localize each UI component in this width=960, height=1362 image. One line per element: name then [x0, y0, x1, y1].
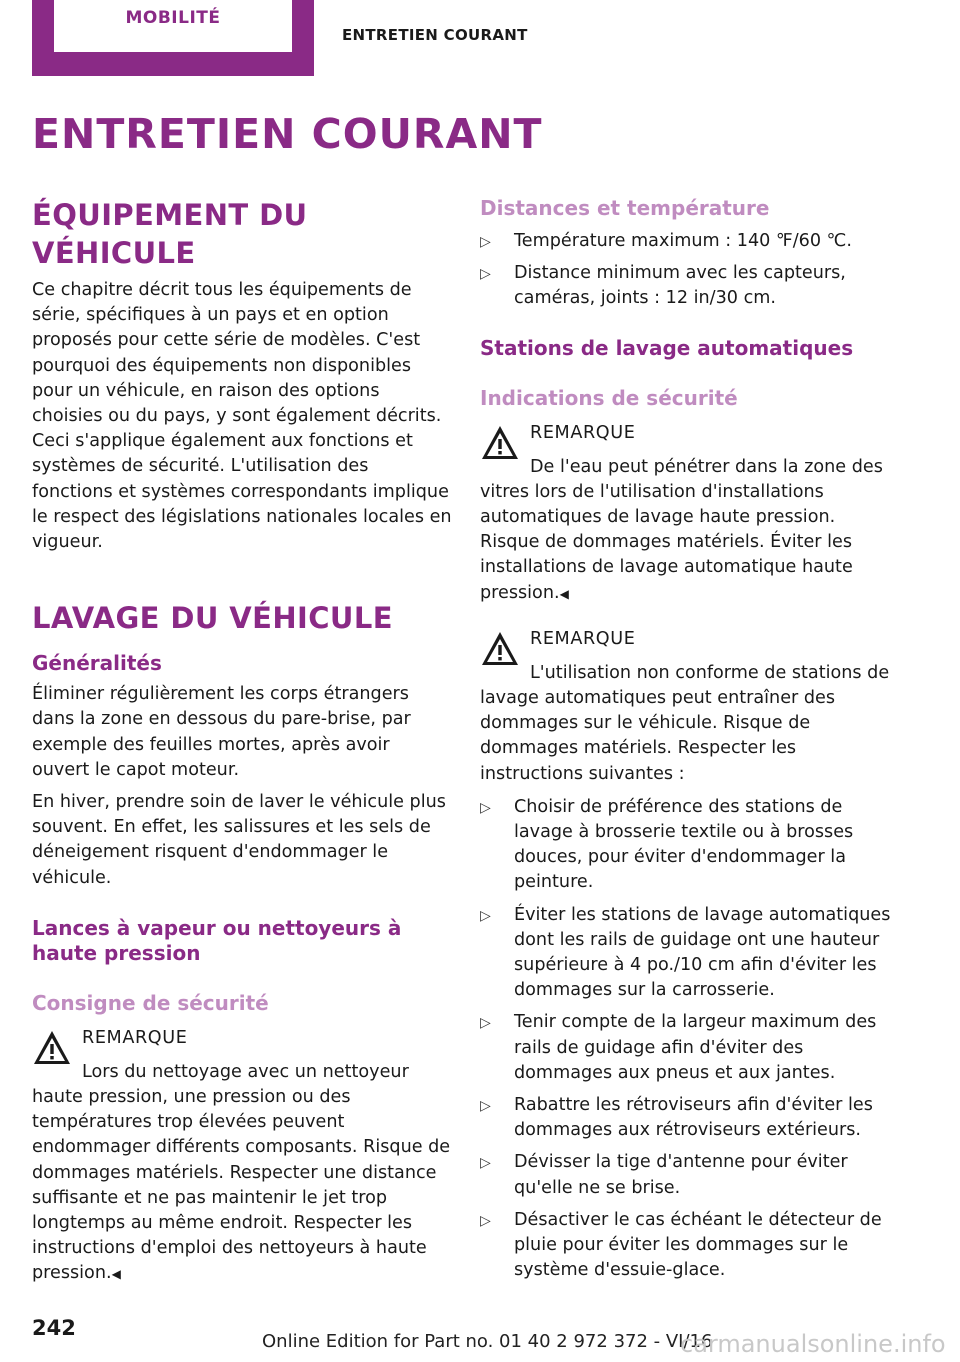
list-item-text: Désactiver le cas échéant le détecteur de pluie pour éviter les dommages sur le système d'essuie-glace. [514, 1209, 882, 1281]
generalites-paragraph-2: En hiver, prendre soin de laver le véhicule plus souvent. En effet, les salissures et les sels de déneigement risquent d'endommager le véhicule. [32, 792, 446, 888]
right-column [480, 196, 900, 1291]
bullet-icon: ▷ [480, 907, 491, 924]
warning-label-right-1: REMARQUE [530, 422, 636, 443]
subtitle-consigne: Consigne de sécurité [32, 990, 269, 1015]
warning-block-right-1 [480, 421, 900, 607]
section-title-equipement: ÉQUIPEMENT DU VÉHICULE [32, 198, 308, 270]
header-tab-mobilite-label: MOBILITÉ [125, 8, 221, 28]
list-item [480, 903, 900, 1004]
bullet-icon: ▷ [480, 1015, 491, 1032]
generalites-paragraph-1: Éliminer régulièrement les corps étrangers dans la zone en dessous du pare-brise, par exemple des feuilles mortes, après avoir ouvert le capot moteur. [32, 684, 411, 780]
subtitle-indications: Indications de sécurité [480, 385, 738, 410]
warning-text-left-body: Lors du nettoyage avec un nettoyeur haute pression, une pression ou des températures trop élevées peuvent endommager différents composants. Risque de dommages matériels. Respecter une distance suffisante et ne pas maintenir le jet trop longtemps au même endroit. Respecter les instructions d'emploi des nettoyeurs à haute pression. [32, 1061, 451, 1284]
stations-instructions-list [480, 795, 900, 1284]
warning-text-right-1 [480, 455, 900, 607]
bullet-icon: ▷ [480, 1212, 491, 1229]
header-tab-mobilite[interactable] [32, 0, 314, 76]
watermark: carmanualsonline.info [680, 1330, 946, 1358]
list-item-text: Éviter les stations de lavage automatiques dont les rails de guidage ont une hauteur supérieure à 4 po./10 cm afin d'éviter les dommages sur la carrosserie. [514, 904, 891, 1001]
equipement-paragraph: Ce chapitre décrit tous les équipements de série, spécifiques à un pays et en option proposés pour cette série de modèles. C'est pourquoi des équipements non disponibles pour un véhicule, en raison des options choisies ou du pays, y sont également décrits. Ceci s'applique également aux fonctions et systèmes de sécurité. L'utilisation des fonctions et systèmes correspondants implique le respect des législations nationales locales en vigueur. [32, 280, 452, 553]
list-item-text: Rabattre les rétroviseurs afin d'éviter les dommages aux rétroviseurs extérieurs. [514, 1095, 873, 1141]
header-tab-entretien[interactable]: ENTRETIEN COURANT [342, 26, 528, 44]
warning-block-right-2 [480, 627, 900, 787]
section-title-lavage: LAVAGE DU VÉHICULE [32, 601, 393, 636]
bullet-icon: ▷ [480, 234, 491, 250]
edition-footer: Online Edition for Part no. 01 40 2 972 372 - VI/16 [262, 1331, 713, 1352]
list-item [480, 1208, 900, 1284]
subtitle-generalites: Généralités [32, 651, 162, 676]
bullet-icon: ▷ [480, 266, 491, 283]
list-item [480, 1093, 900, 1143]
end-mark: ◀ [559, 586, 569, 601]
warning-text-left [32, 1060, 452, 1288]
warning-label-left: REMARQUE [82, 1027, 188, 1048]
warning-triangle-icon [32, 1028, 72, 1068]
page-number: 242 [32, 1316, 76, 1340]
list-item-text: Tenir compte de la largeur maximum des rails de guidage afin d'éviter des dommages aux pneus et aux jantes. [514, 1012, 877, 1083]
subtitle-lances: Lances à vapeur ou nettoyeurs à haute pression [32, 915, 402, 965]
page-title: ENTRETIEN COURANT [32, 110, 543, 158]
warning-block-left [32, 1026, 452, 1288]
bullet-icon: ▷ [480, 1098, 491, 1115]
warning-text-right-2: L'utilisation non conforme de stations de lavage automatiques peut entraîner des dommages sur le véhicule. Risque de dommages matériels. Respecter les instructions suivantes : [480, 662, 890, 784]
list-item [480, 1010, 900, 1086]
warning-text-right-1-body: De l'eau peut pénétrer dans la zone des vitres lors de l'utilisation d'installations automatiques de lavage haute pression. Risque de dommages matériels. Éviter les installations de lavage automatique haute pression. [480, 456, 883, 603]
warning-label-right-2: REMARQUE [530, 628, 636, 649]
list-item [480, 261, 900, 311]
list-item [480, 795, 900, 896]
list-item-text: Choisir de préférence des stations de lavage à brosserie textile ou à brosses douces, pour éviter d'endommager la peinture. [514, 796, 854, 893]
list-item [480, 229, 900, 254]
subtitle-stations: Stations de lavage automatiques [480, 335, 854, 360]
bullet-icon: ▷ [480, 799, 491, 816]
list-item [480, 1150, 900, 1200]
warning-triangle-icon [480, 629, 520, 669]
left-column [32, 196, 452, 1288]
warning-triangle-icon [480, 423, 520, 463]
header-tab-inner [54, 0, 292, 52]
list-item-text: Température maximum : 140 ℉/60 ℃. [514, 231, 852, 251]
list-item-text: Distance minimum avec les capteurs, caméras, joints : 12 in/30 cm. [514, 263, 846, 309]
distances-list [480, 229, 900, 312]
subtitle-distances: Distances et température [480, 196, 770, 220]
bullet-icon: ▷ [480, 1155, 491, 1172]
end-mark: ◀ [111, 1267, 121, 1282]
list-item-text: Dévisser la tige d'antenne pour éviter qu'elle ne se brise. [514, 1152, 848, 1198]
